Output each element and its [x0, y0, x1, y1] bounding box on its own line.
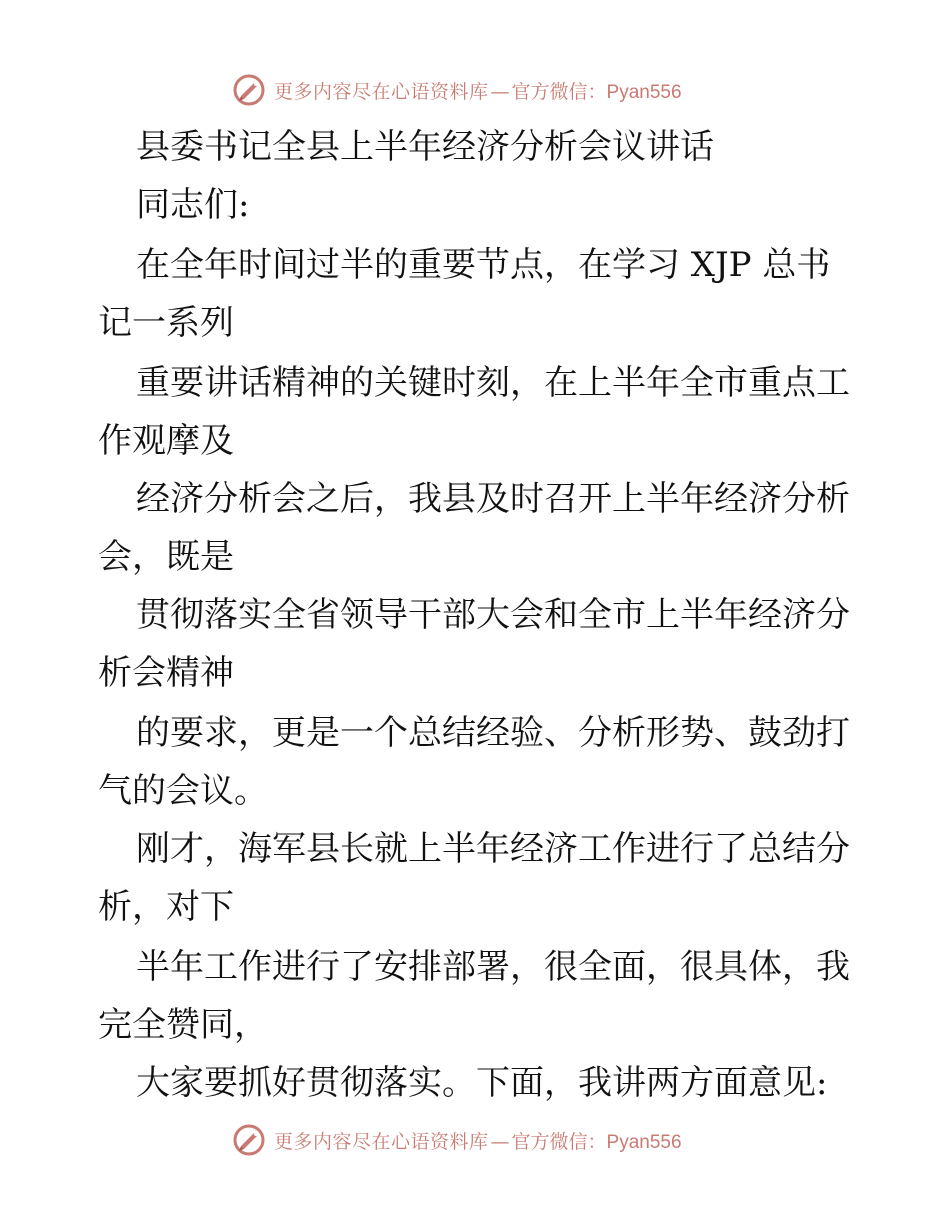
watermark-dash: —: [490, 80, 510, 103]
body-line: 气的会议。: [98, 771, 268, 811]
body-line: 的要求，更是一个总结经验、分析形势、鼓劲打: [136, 713, 850, 753]
body-line: 析，对下: [98, 887, 234, 927]
watermark-wechat-id: Pyan556: [606, 81, 682, 103]
watermark-text: 更多内容尽在心语资料库: [274, 80, 489, 103]
watermark-text: 更多内容尽在心语资料库: [274, 1130, 489, 1153]
pen-logo-icon: [232, 73, 266, 107]
body-line: 作观摩及: [98, 421, 234, 461]
salutation: 同志们:: [136, 185, 250, 225]
body-line: 半年工作进行了安排部署，很全面，很具体，我: [136, 947, 850, 987]
body-line: 大家要抓好贯彻落实。下面，我讲两方面意见:: [136, 1063, 828, 1103]
body-line: 重要讲话精神的关键时刻，在上半年全市重点工: [136, 363, 850, 403]
body-line: 记一系列: [98, 303, 234, 343]
body-line: 刚才，海军县长就上半年经济工作进行了总结分: [136, 829, 850, 869]
pen-logo-icon: [232, 1123, 266, 1157]
body-line: 经济分析会之后，我县及时召开上半年经济分析: [136, 479, 850, 519]
document-title: 县委书记全县上半年经济分析会议讲话: [136, 127, 714, 167]
body-line: 完全赞同，: [98, 1005, 268, 1045]
watermark-dash: —: [490, 1130, 510, 1153]
body-line: 贯彻落实全省领导干部大会和全市上半年经济分: [136, 595, 850, 635]
watermark-wechat-label: 官方微信：: [511, 1130, 607, 1153]
watermark-wechat-label: 官方微信：: [511, 80, 607, 103]
watermark-wechat-id: Pyan556: [606, 1131, 682, 1153]
body-line: 析会精神: [98, 653, 234, 693]
footer-watermark: [232, 1120, 682, 1160]
body-line: 在全年时间过半的重要节点，在学习 XJP 总书: [136, 245, 831, 285]
header-watermark: [232, 70, 682, 110]
body-line: 会，既是: [98, 537, 234, 577]
